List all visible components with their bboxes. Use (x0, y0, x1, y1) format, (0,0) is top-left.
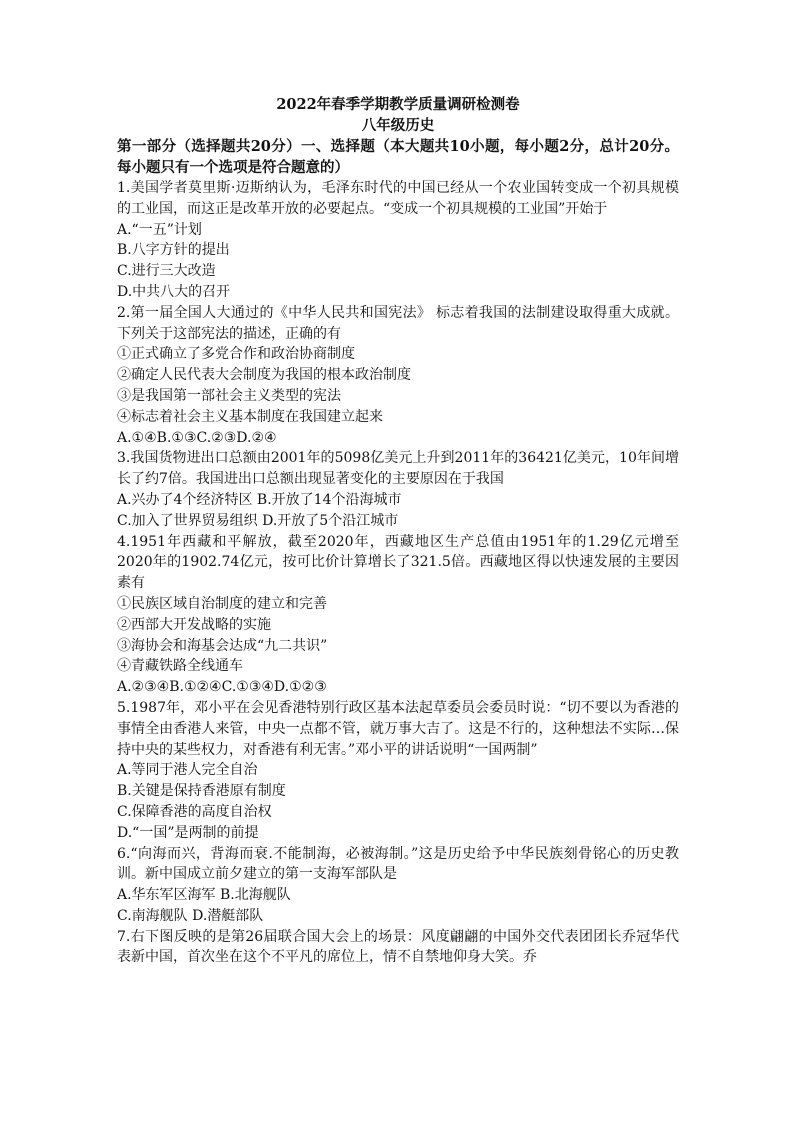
option-line: ④青藏铁路全线通车 (117, 658, 243, 675)
option-line: A.②③④B.①②④C.①③④D.①②③ (117, 679, 327, 696)
question-stem: 1.美国学者莫里斯·迈斯纳认为，毛泽东时代的中国已经从一个农业国转变成一个初具规模的工业国，而这正是改革开放的必要起点。“变成一个初具规模的工业国”开始于 (117, 180, 679, 217)
option-line: D.中共八大的召开 (117, 283, 231, 300)
question-stem: 3.我国货物进出口总额由2001年的5098亿美元上升到2011年的36421亿美元，10年间增长了约7倍。我国进出口总额出现显著变化的主要原因在于我国 (117, 450, 679, 488)
option-line: B.八字方针的提出 (117, 242, 230, 259)
question-1 (117, 178, 679, 303)
option-line: ③是我国第一部社会主义类型的宪法 (117, 387, 341, 404)
option-line: A.“一五”计划 (117, 221, 202, 238)
option-line: ①正式确立了多党合作和政治协商制度 (117, 346, 355, 363)
option-line: A.等同于港人完全自治 (117, 762, 258, 779)
option-line: C.加入了世界贸易组织 D.开放了5个沿江城市 (117, 512, 399, 529)
option-line: ③海协会和海基会达成“九二共识” (117, 637, 328, 654)
question-2 (117, 303, 679, 449)
option-line: A.华东军区海军 B.北海舰队 (117, 887, 291, 904)
question-stem: 5.1987年，邓小平在会见香港特别行政区基本法起草委员会委员时说：“切不要以为香港的事情全由香港人来管，中央一点都不管，就万事大吉了。这是不行的，这种想法不实际…保持中央的某些权力，对香港有利无害。”邓小平的讲话说明“一国两制” (117, 699, 679, 758)
exam-subtitle: 八年级历史 (361, 117, 435, 134)
option-line: ②西部大开发战略的实施 (117, 616, 271, 633)
option-line: C.南海舰队 D.潜艇部队 (117, 907, 264, 924)
option-line: A.①④B.①③C.②③D.②④ (117, 429, 277, 446)
question-stem: 4.1951年西藏和平解放，截至2020年，西藏地区生产总值由1951年的1.29亿元增至2020年的1902.74亿元，按可比价计算增长了321.5倍。西藏地区得以快速发展的主要因素有 (117, 533, 679, 592)
question-7 (117, 927, 679, 969)
exam-page (117, 94, 679, 968)
option-line: ①民族区域自治制度的建立和完善 (117, 595, 327, 612)
option-line: A.兴办了4个经济特区 B.开放了14个沿海城市 (117, 491, 402, 508)
question-6 (117, 844, 679, 927)
question-4 (117, 532, 679, 698)
exam-title: 2022年春季学期教学质量调研检测卷 (276, 96, 520, 113)
question-stem: 6.“向海而兴，背海而衰.不能制海，必被海制。”这是历史给予中华民族刻骨铭心的历史教训。新中国成立前夕建立的第一支海军部队是 (117, 845, 679, 883)
option-line: ④标志着社会主义基本制度在我国建立起来 (117, 408, 383, 425)
question-3 (117, 448, 679, 531)
option-line: C.进行三大改造 (117, 263, 216, 280)
question-stem: 7.右下图反映的是第26届联合国大会上的场景：风度翩翩的中国外交代表团团长乔冠华代表新中国，首次坐在这个不平凡的席位上，情不自禁地仰身大笑。乔 (117, 928, 679, 966)
question-5 (117, 698, 679, 844)
option-line: D.“一国”是两制的前提 (117, 824, 259, 841)
option-line: B.关键是保持香港原有制度 (117, 783, 286, 800)
section-heading: 第一部分（选择题共20分）一、选择题（本大题共10小题，每小题2分，总计20分。每小题只有一个选项是符合题意的） (117, 138, 679, 176)
question-stem: 2.第一届全国人大通过的《中华人民共和国宪法》 标志着我国的法制建设取得重大成就。下列关于这部宪法的描述，正确的有 (117, 304, 679, 342)
option-line: ②确定人民代表大会制度为我国的根本政治制度 (117, 367, 411, 384)
option-line: C.保障香港的高度自治权 (117, 803, 272, 820)
